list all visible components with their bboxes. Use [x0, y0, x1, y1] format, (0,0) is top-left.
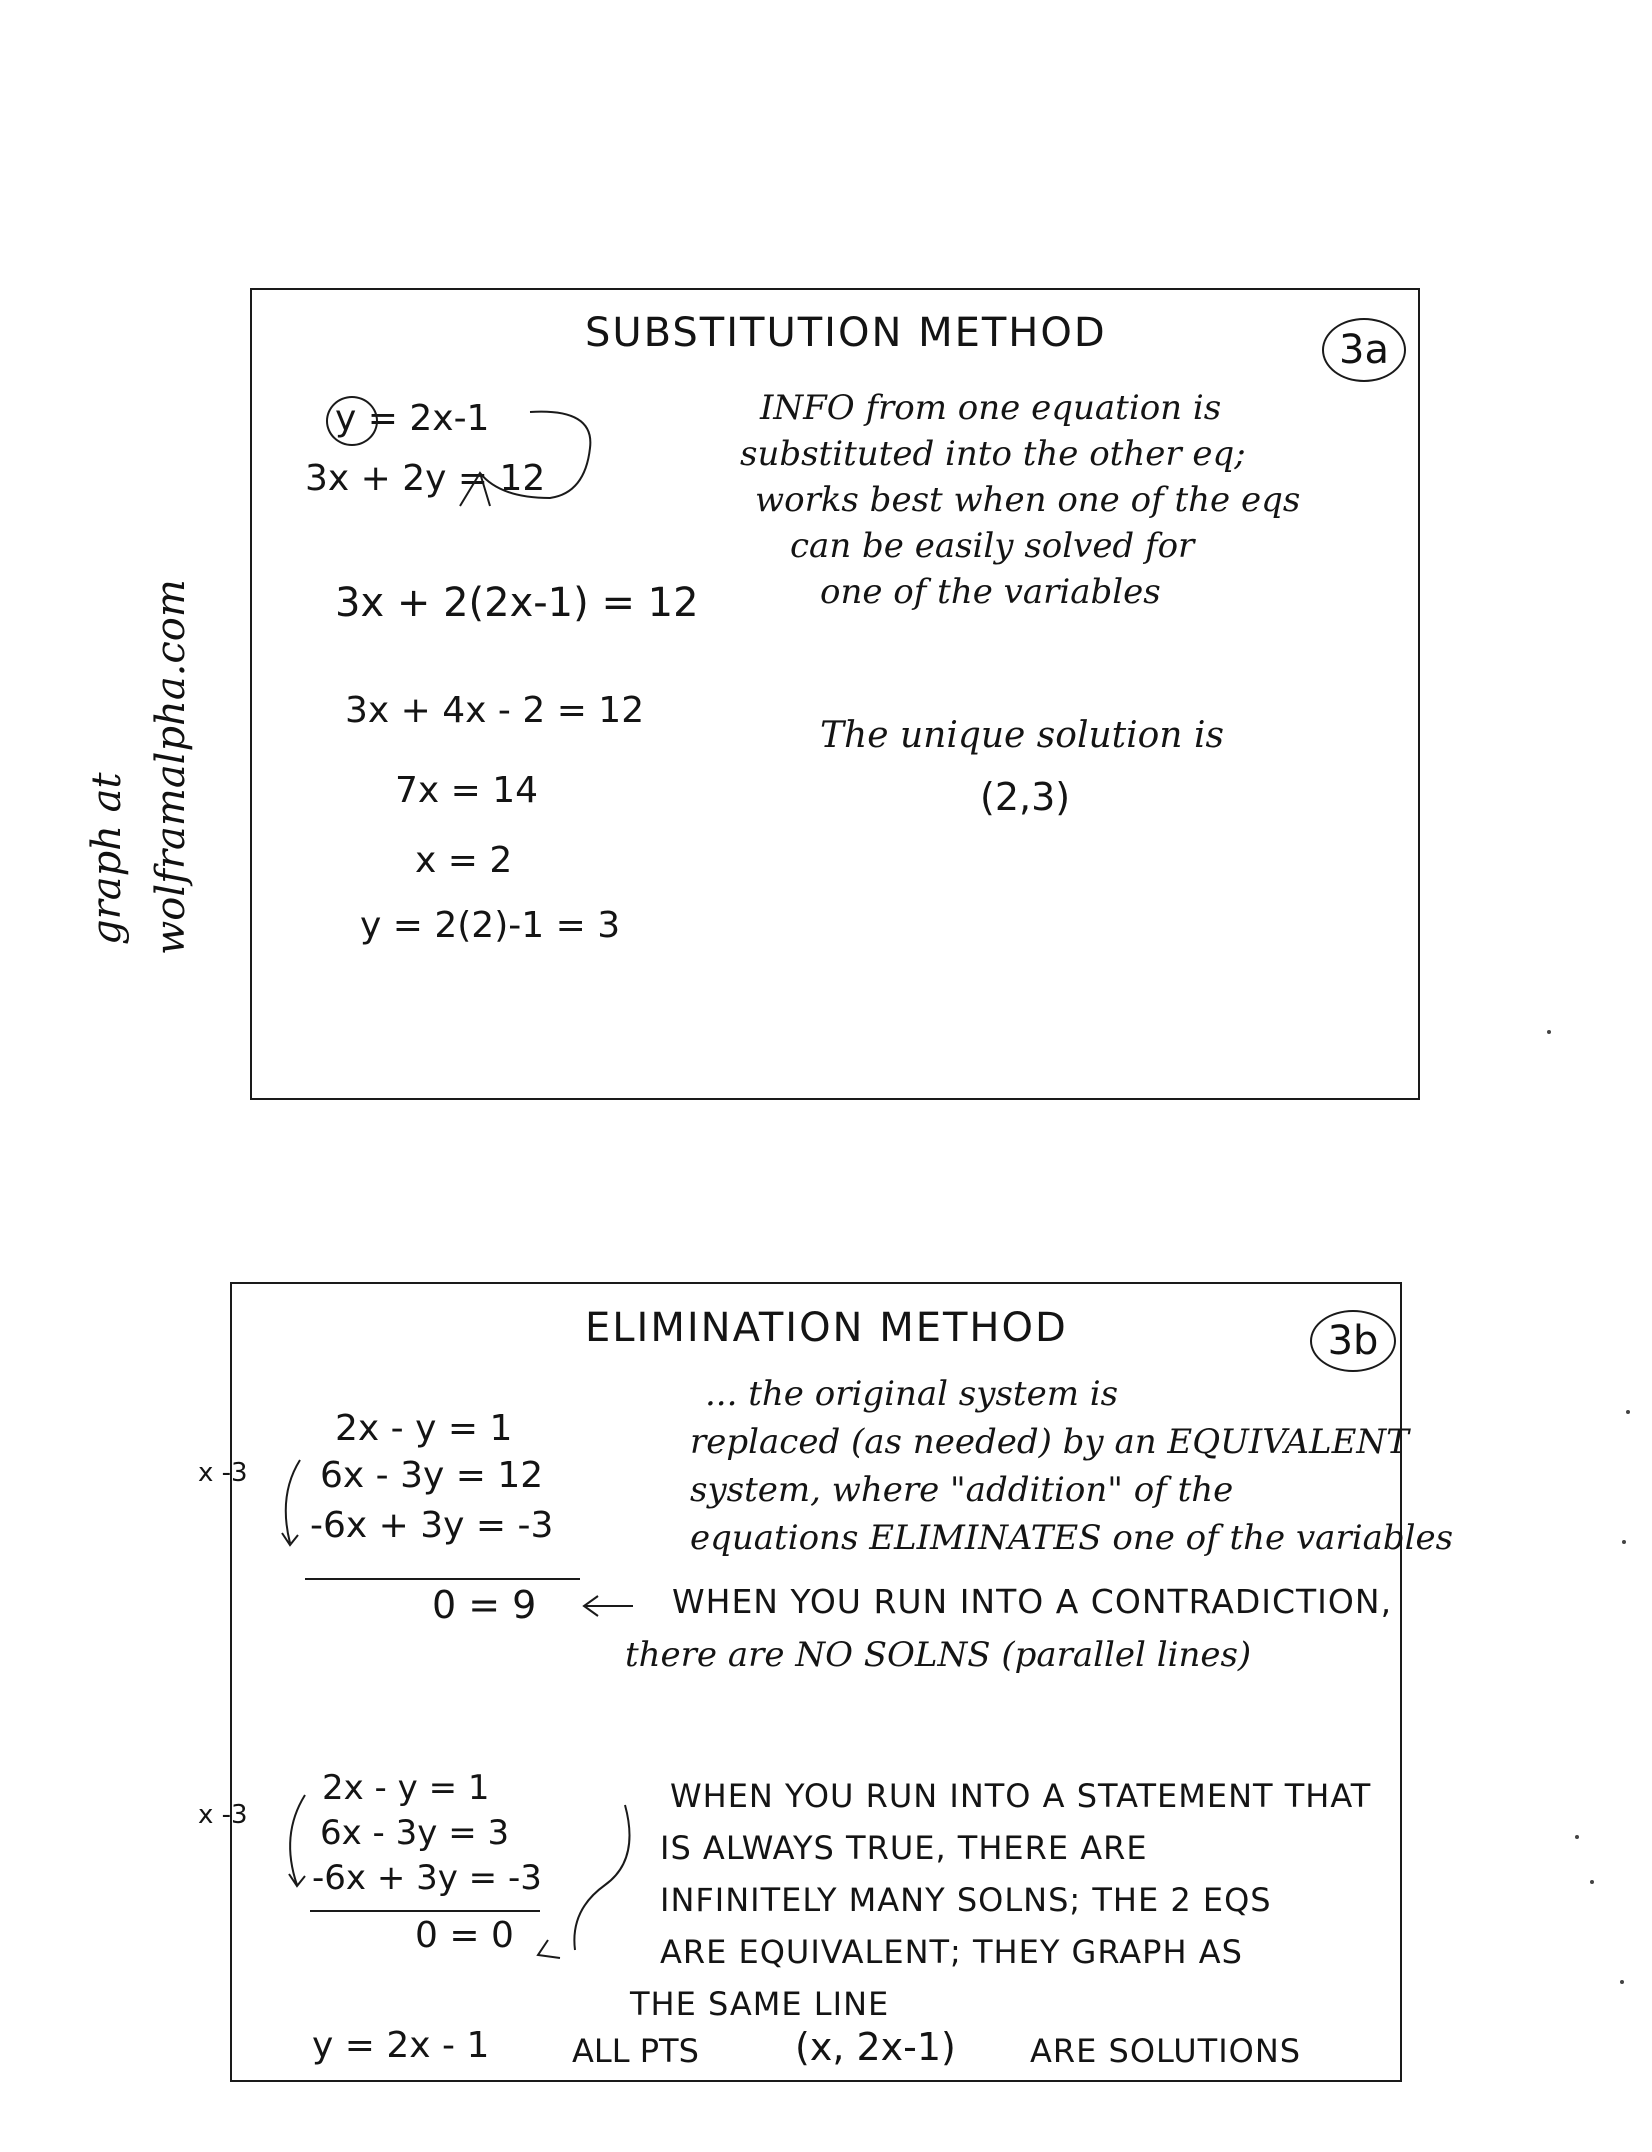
equation-2: 3x + 2y = 12 — [305, 458, 546, 499]
desc-line: substituted into the other eq; — [740, 434, 1246, 474]
desc-line: works best when one of the eqs — [755, 480, 1301, 520]
step-4: x = 2 — [415, 840, 513, 881]
badge-label: 3a — [1339, 327, 1389, 373]
equation-1: y = 2x-1 — [335, 398, 490, 439]
all-pts-point: (x, 2x-1) — [795, 2025, 956, 2069]
side-note-line1: graph at — [84, 772, 130, 945]
substitution-title: SUBSTITUTION METHOD — [585, 310, 1107, 356]
scan-speck — [1590, 1880, 1594, 1884]
note-line: IS ALWAYS TRUE, THERE ARE — [660, 1829, 1148, 1867]
desc-line: replaced (as needed) by an EQUIVALENT — [690, 1422, 1409, 1462]
elimination-title: ELIMINATION METHOD — [585, 1305, 1068, 1351]
desc-line: can be easily solved for — [790, 526, 1195, 566]
multiplier-1: x -3 — [198, 1458, 248, 1488]
ex1-line-3: -6x + 3y = -3 — [310, 1505, 554, 1546]
all-pts-label: ALL PTS — [572, 2032, 699, 2070]
desc-line: equations ELIMINATES one of the variables — [690, 1518, 1454, 1558]
card-badge-3a — [1322, 318, 1406, 382]
solution-label: The unique solution is — [820, 715, 1224, 756]
ex1-line-2: 6x - 3y = 12 — [320, 1455, 544, 1496]
card-badge-3b — [1310, 1310, 1396, 1372]
note-line: WHEN YOU RUN INTO A STATEMENT THAT — [670, 1777, 1372, 1815]
scan-speck — [1547, 1030, 1551, 1034]
ex1-result: 0 = 9 — [432, 1583, 537, 1627]
note-line: ARE EQUIVALENT; THEY GRAPH AS — [660, 1933, 1243, 1971]
ex1-pointer-arrow — [578, 1592, 638, 1622]
desc-line: one of the variables — [820, 572, 1161, 612]
ex1-note-line2: there are NO SOLNS (parallel lines) — [625, 1635, 1252, 1675]
side-note-line2: wolframalpha.com — [148, 579, 194, 955]
ex2-sum-rule — [310, 1910, 540, 1912]
step-1: 3x + 2(2x-1) = 12 — [335, 580, 699, 626]
step-5: y = 2(2)-1 = 3 — [360, 905, 621, 946]
multiplier-2: x -3 — [198, 1800, 248, 1830]
substitution-arrow — [380, 398, 700, 518]
scan-speck — [1620, 1980, 1624, 1984]
note-line: THE SAME LINE — [630, 1985, 890, 2023]
note-line: INFINITELY MANY SOLNS; THE 2 EQS — [660, 1881, 1272, 1919]
all-pts-tail: ARE SOLUTIONS — [1030, 2032, 1302, 2070]
side-note — [75, 579, 203, 955]
y-circle — [326, 396, 378, 446]
ex1-note-line1: WHEN YOU RUN INTO A CONTRADICTION, — [672, 1582, 1393, 1621]
ex1-sum-rule — [305, 1578, 580, 1580]
desc-line: INFO from one equation is — [760, 388, 1222, 428]
solution-value: (2,3) — [980, 775, 1071, 819]
ex2-line-1: 2x - y = 1 — [322, 1768, 490, 1808]
desc-line: system, where "addition" of the — [690, 1470, 1234, 1510]
ex2-result: 0 = 0 — [415, 1915, 514, 1956]
ex2-brace-arrow — [530, 1800, 640, 1970]
scan-speck — [1626, 1410, 1630, 1414]
ex2-line-equation: y = 2x - 1 — [312, 2025, 490, 2066]
step-2: 3x + 4x - 2 = 12 — [345, 690, 645, 731]
ex1-line-1: 2x - y = 1 — [335, 1408, 513, 1449]
scan-speck — [1575, 1835, 1579, 1839]
ex2-note — [630, 1770, 1372, 2030]
step-3: 7x = 14 — [395, 770, 539, 811]
badge-label: 3b — [1327, 1318, 1379, 1364]
ex2-line-3: -6x + 3y = -3 — [312, 1858, 542, 1898]
substitution-description — [740, 385, 1300, 615]
scan-speck — [1622, 1540, 1626, 1544]
ex2-line-2: 6x - 3y = 3 — [320, 1813, 510, 1853]
desc-line: ... the original system is — [705, 1374, 1119, 1414]
elimination-description — [690, 1370, 1453, 1562]
